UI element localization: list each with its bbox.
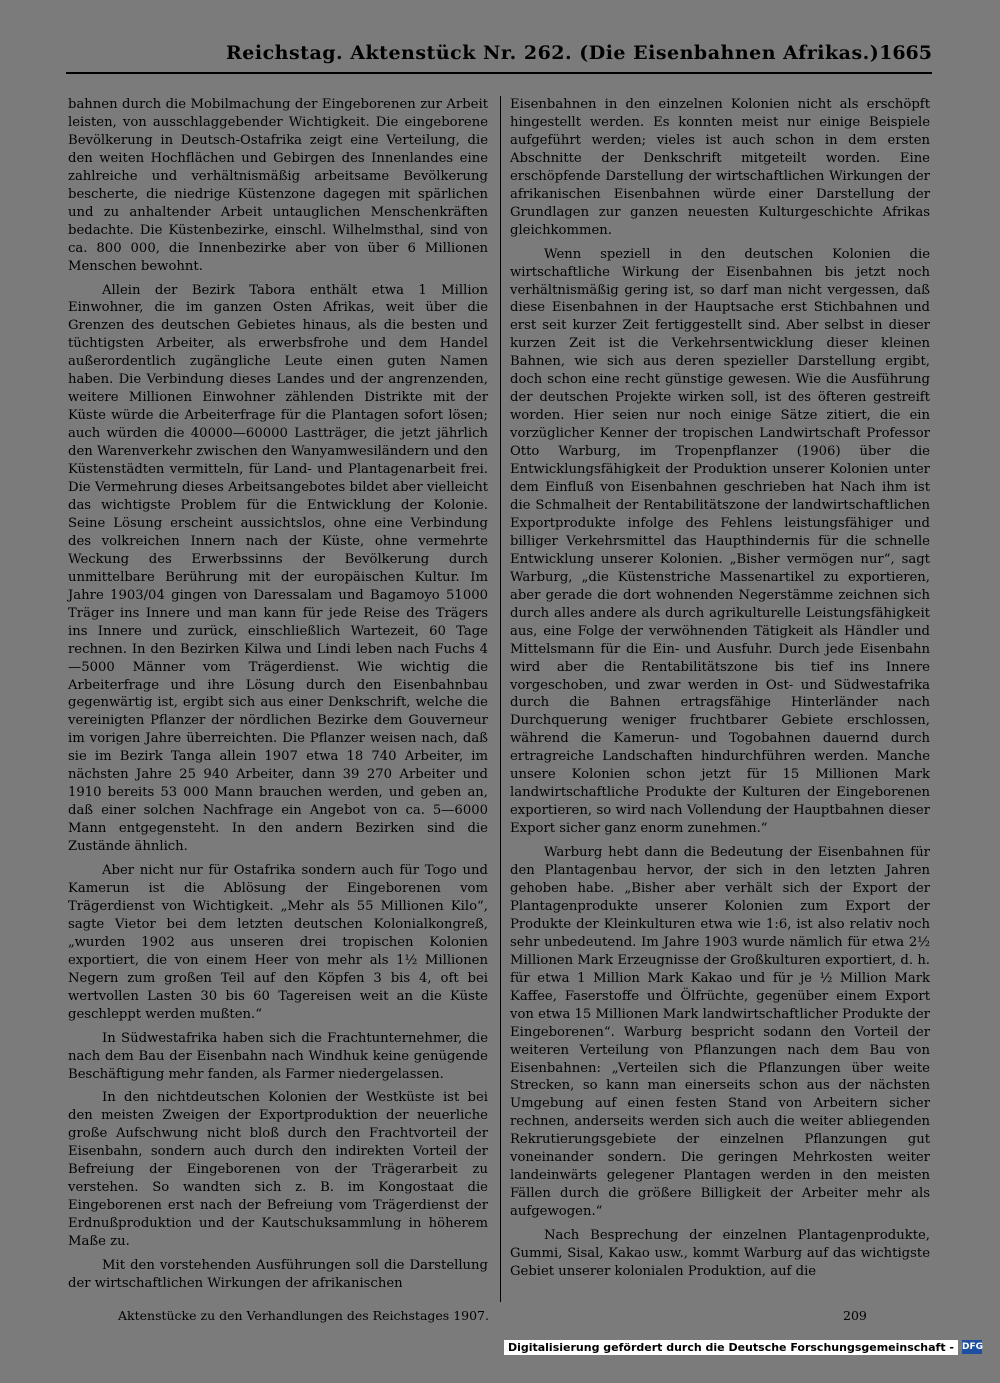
dfg-logo-icon[interactable]: DFG bbox=[962, 1342, 984, 1352]
paragraph: Aber nicht nur für Ostafrika sondern auch für Togo und Kamerun ist die Ablösung der Eingeborenen vom Trägerdienst von Wichtigkeit. „Mehr als 55 Millionen Kilo“, sagte Vietor bei dem letzten deutschen Kolonialkongreß, „wurden 1902 aus unseren drei tropischen Kolonien exportiert, die von einem Heer von mehr als 1½ Millionen Negern zum großen Teil auf den Köpfen 3 bis 4, oft bei wertvollen Lasten 30 bis 60 Tagereisen weit an die Küste geschleppt werden mußten.“ bbox=[68, 863, 488, 1022]
page-header bbox=[66, 40, 932, 74]
paragraph: In Südwestafrika haben sich die Frachtunternehmer, die nach dem Bau der Eisenbahn nach Windhuk keine genügende Beschäftigung mehr fanden, als Farmer niedergelassen. bbox=[68, 1030, 488, 1082]
footer-source: Aktenstücke zu den Verhandlungen des Reichstages 1907. bbox=[118, 1308, 489, 1323]
paragraph: Wenn speziell in den deutschen Kolonien die wirtschaftliche Wirkung der Eisenbahnen bis jetzt noch verhältnismäßig gering ist, so darf man nicht vergessen, daß diese Eisenbahnen in der Hauptsache erst Stichbahnen und erst seit kurzer Zeit fertiggestellt sind. Aber selbst in dieser kurzen Zeit ist die Verkehrsentwicklung dieser kleinen Bahnen, wie sich aus deren spezieller Darstellung ergibt, doch schon eine recht günstige gewesen. Wie die Ausführung der deutschen Projekte wirken soll, ist des öfteren gestreift worden. Hier seien nur noch einige Sätze zitiert, die ein vorzüglicher Kenner der tropischen Landwirtschaft Professor Otto Warburg, im Tropenpflanzer (1906) über die Entwicklungsfähigkeit der Produktion unserer Kolonien unter dem Einfluß von Eisenbahnen geschrieben hat Nach ihm ist die Schmalheit der Rentabilitätszone der landwirtschaftlichen Exportprodukte infolge des Fehlens leistungsfähiger und billiger Verkehrsmittel das Haupthindernis für die schnelle Entwicklung unserer Kolonien. „Bisher vermögen nur“, sagt Warburg, „die Küstenstriche Massenartikel zu exportieren, aber gerade die dort wohnenden Negerstämme zeichnen sich durch alles andere als durch agrikulturelle Leistungsfähigkeit aus, eine Folge der verwöhnenden Tätigkeit als Händler und Mittelsmann für die Ein- und Ausfuhr. Durch jede Eisenbahn wird aber die Rentabilitätszone bis tief ins Innere vorgeschoben, und zwar werden in Ost- und Südwestafrika durch die Bahnen ertragsfähige Hinterländer nach Durchquerung weniger fruchtbarer Gebiete erschlossen, während die Kamerun- und Togobahnen dauernd durch ertragreiche Landschaften hindurchführen werden. Manche unsere Kolonien schon jetzt für 15 Millionen Mark landwirtschaftliche Produkte der Kulturen der Eingeborenen exportieren, so wird nach Vollendung der Hauptbahnen dieser Export sicher ganz enorm zunehmen.“ bbox=[510, 246, 930, 837]
digitization-credit: Digitalisierung gefördert durch die Deutsche Forschungsgemeinschaft - bbox=[504, 1340, 958, 1355]
paragraph: Allein der Bezirk Tabora enthält etwa 1 Million Einwohner, die im ganzen Osten Afrikas, weit über die Grenzen des deutschen Gebietes hinaus, als die besten und tüchtigsten Arbeiter, als erwerbsfrohe und dem Handel außerordentlich zugängliche Leute einen guten Namen haben. Die Verbindung dieses Landes und der angrenzenden, weitere Millionen Einwohner zählenden Distrikte mit der Küste würde die Arbeiterfrage für die Plantagen sofort lösen; auch würden die 40000—60000 Lastträger, die jetzt jährlich den Warenverkehr zwischen den Wanyamwesiländern und den Küstenstädten vermitteln, für Land- und Plantagenarbeit frei. Die Vermehrung dieses Arbeitsangebotes bildet aber vielleicht das wichtigste Problem für die Entwicklung der Kolonie. Seine Lösung erscheint aussichtslos, ohne eine Verbindung des volkreichen Innern nach der Küste, ohne vermehrte Weckung des Erwerbssinns der Bevölkerung durch unmittelbare Berührung mit der europäischen Kultur. Im Jahre 1903/04 gingen von Daressalam und Bagamoyo 51000 Träger ins Innere und man kann für jede Reise des Trägers ins Innere und zurück, einschließlich Wartezeit, 60 Tage rechnen. In den Bezirken Kilwa und Lindi leben nach Fuchs 4—5000 Männer vom Trägerdienst. Wie wichtig die Arbeiterfrage und ihre Lösung durch den Eisenbahnbau gegenwärtig ist, ergibt sich aus einer Denkschrift, welche die vereinigten Pflanzer der nördlichen Bezirke dem Gouverneur im vorigen Jahre überreichten. Die Pflanzer weisen nach, daß sie im Bezirk Tanga allein 1907 etwa 18 740 Arbeiter, im nächsten Jahre 25 940 Arbeiter, dann 39 270 Arbeiter und 1910 bereits 53 000 Mann brauchen werden, und geben an, daß einer solchen Nachfrage ein Angebot von ca. 5—6000 Mann entgegensteht. In den andern Bezirken sind die Zustände ähnlich. bbox=[68, 282, 488, 855]
right-column bbox=[510, 96, 930, 1287]
footer-sheet-number: 209 bbox=[843, 1308, 867, 1323]
paragraph: Mit den vorstehenden Ausführungen soll die Darstellung der wirtschaftlichen Wirkungen der afrikanischen bbox=[68, 1258, 488, 1291]
page-title: Reichstag. Aktenstück Nr. 262. (Die Eisenbahnen Afrikas.) bbox=[226, 42, 880, 64]
paragraph: Nach Besprechung der einzelnen Plantagenprodukte, Gummi, Sisal, Kakao usw., kommt Warburg auf das wichtigste Gebiet unserer kolonialen Produktion, auf die bbox=[510, 1228, 930, 1279]
paragraph: In den nichtdeutschen Kolonien der Westküste ist bei den meisten Zweigen der Exportproduktion der neuerliche große Aufschwung nicht bloß durch den Frachtvorteil der Eisenbahn, sondern auch durch den indirekten Vorteil der Befreiung der Eingeborenen von der Trägerarbeit zu verstehen. So wandten sich z. B. im Kongostaat die Eingeborenen erst nach der Befreiung vom Trägerdienst der Erdnußproduktion und der Kautschuksammlung in höherem Maße zu. bbox=[68, 1090, 488, 1250]
paragraph: Warburg hebt dann die Bedeutung der Eisenbahnen für den Plantagenbau hervor, der sich in den letzten Jahren gehoben habe. „Bisher aber verhält sich der Export der Plantagenprodukte unserer Kolonien zum Export der Produkte der Kleinkulturen etwa wie 1:6, ist also relativ noch sehr unbedeutend. Im Jahre 1903 wurde nämlich für etwa 2½ Millionen Mark Erzeugnisse der Großkulturen exportiert, d. h. für etwa 1 Million Mark Kakao und für je ½ Million Mark Kaffee, Faserstoffe und Ölfrüchte, gegenüber einem Export von etwa 15 Millionen Mark landwirtschaftlicher Produkte der Eingeborenen“. Warburg bespricht sodann den Vorteil der weiteren Verteilung von Pflanzungen nach dem Bau von Eisenbahnen: „Verteilen sich die Pflanzungen über weite Strecken, so kann man einerseits schon aus der nächsten Umgebung auf einen festen Stand von Arbeitern sicher rechnen, anderseits werden sich auch die weiter abliegenden Rekrutierungsgebiete der einzelnen Pflanzungen gut voneinander sondern. Die geringen Mehrkosten weiter landeinwärts gelegener Plantagen werden in den meisten Fällen durch die größere Billigkeit der Arbeiter mehr als aufgewogen.“ bbox=[510, 845, 930, 1220]
page-number: 1665 bbox=[879, 42, 932, 64]
left-column bbox=[68, 96, 488, 1299]
paragraph: Eisenbahnen in den einzelnen Kolonien nicht als erschöpft hingestellt werden. Es konnten meist nur einige Beispiele aufgeführt werden; vieles ist auch schon in dem ersten Abschnitte der Denkschrift mitgeteilt worden. Eine erschöpfende Darstellung der wirtschaftlichen Wirkungen der afrikanischen Eisenbahnen würde einer Darstellung der Grundlagen zur ganzen neuesten Kulturgeschichte Afrikas gleichkommen. bbox=[510, 97, 930, 238]
column-divider bbox=[500, 96, 501, 1302]
paragraph: bahnen durch die Mobilmachung der Eingeborenen zur Arbeit leisten, von ausschlaggebender Wichtigkeit. Die eingeborene Bevölkerung in Deutsch-Ostafrika zeigt eine Verteilung, die den weiten Hochflächen und Gebirgen des Innenlandes eine zahlreiche und verhältnismäßig arbeitsame Bevölkerung bescherte, die niedrige Küstenzone dagegen mit spärlichen und zu anhaltender Arbeit untauglichen Menschenkräften bedachte. Die Küstenbezirke, einschl. Wilhelmsthal, sind von ca. 800 000, die Innenbezirke aber von über 6 Millionen Menschen bewohnt. bbox=[68, 97, 488, 274]
